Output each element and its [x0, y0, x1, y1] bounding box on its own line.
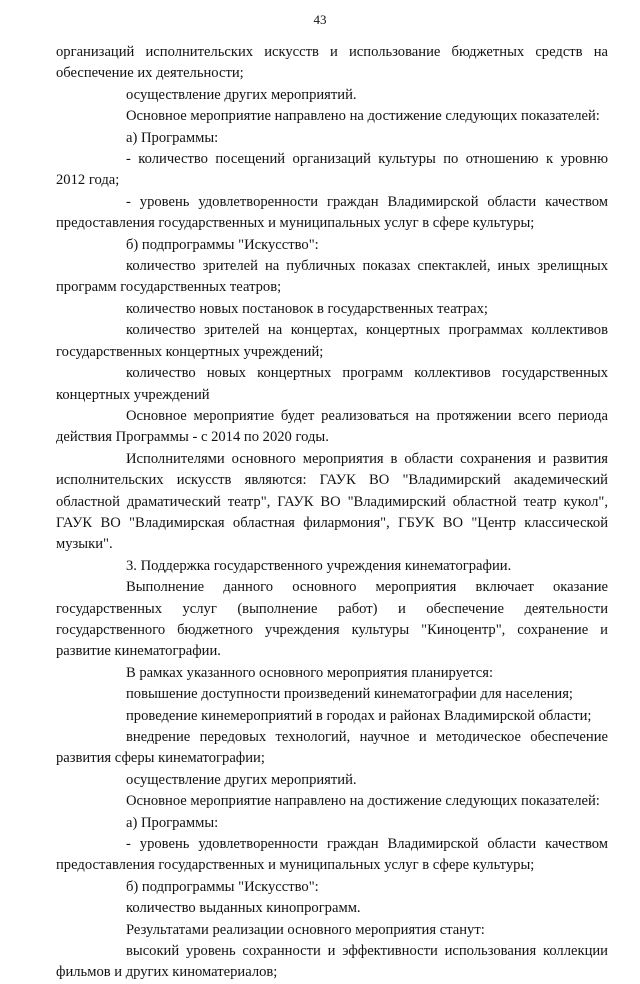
paragraph: В рамках указанного основного мероприятия планируется:: [126, 664, 494, 681]
paragraph: количество выданных кинопрограмм.: [126, 900, 361, 917]
paragraph: Основное мероприятие направлено на достижение следующих показателей:: [126, 793, 600, 810]
paragraph: повышение доступности произведений кинематографии для населения;: [126, 686, 573, 703]
paragraph: Основное мероприятие направлено на достижение следующих показателей:: [126, 108, 600, 125]
paragraph: количество новых концертных программ коллективов государственных концертных учреждений: [56, 365, 608, 403]
paragraph: Исполнителями основного мероприятия в области сохранения и развития исполнительских искусств являются: ГАУК ВО "Владимирский академический областной драматический театр", ГАУК ВО "Владимирский областной театр кукол", ГАУК ВО "Владимирская областная филармония", ГБУК ВО "Центр классической музыки".: [56, 450, 608, 553]
page-number: 43: [313, 12, 327, 27]
section-heading: 3. Поддержка государственного учреждения кинематографии.: [126, 557, 512, 574]
paragraph: осуществление других мероприятий.: [126, 771, 357, 788]
paragraph: количество зрителей на концертах, концертных программах коллективов государственных концертных учреждений;: [56, 322, 608, 360]
paragraph: Выполнение данного основного мероприятия включает оказание государственных услуг (выполнение работ) и обеспечение деятельности государственного бюджетного учреждения культуры "Киноцентр", сохранение и развитие кинематографии.: [56, 579, 608, 660]
paragraph: проведение кинемероприятий в городах и районах Владимирской области;: [126, 707, 592, 724]
paragraph: Результатами реализации основного мероприятия станут:: [126, 921, 485, 938]
document-body: [56, 42, 608, 984]
paragraph: организаций исполнительских искусств и использование бюджетных средств на обеспечение их деятельности;: [56, 44, 608, 82]
paragraph: количество зрителей на публичных показах спектаклей, иных зрелищных программ государственных театров;: [56, 258, 608, 296]
paragraph: а) Программы:: [126, 129, 219, 146]
paragraph: - количество посещений организаций культуры по отношению к уровню 2012 года;: [56, 151, 608, 189]
paragraph: б) подпрограммы "Искусство":: [126, 878, 319, 895]
paragraph: Основное мероприятие будет реализоваться на протяжении всего периода действия Программы - с 2014 по 2020 годы.: [56, 407, 608, 446]
paragraph: высокий уровень сохранности и эффективности использования коллекции фильмов и других киноматериалов;: [56, 943, 608, 981]
paragraph: осуществление других мероприятий.: [126, 86, 357, 103]
paragraph: - уровень удовлетворенности граждан Владимирской области качеством предоставления государственных и муниципальных услуг в сфере культуры;: [56, 836, 608, 874]
paragraph: внедрение передовых технологий, научное и методическое обеспечение развития сферы кинематографии;: [56, 729, 608, 767]
paragraph: а) Программы:: [126, 814, 219, 831]
paragraph: б) подпрограммы "Искусство":: [126, 236, 319, 253]
paragraph: - уровень удовлетворенности граждан Владимирской области качеством предоставления государственных и муниципальных услуг в сфере культуры;: [56, 193, 608, 232]
paragraph: количество новых постановок в государственных театрах;: [126, 300, 488, 317]
